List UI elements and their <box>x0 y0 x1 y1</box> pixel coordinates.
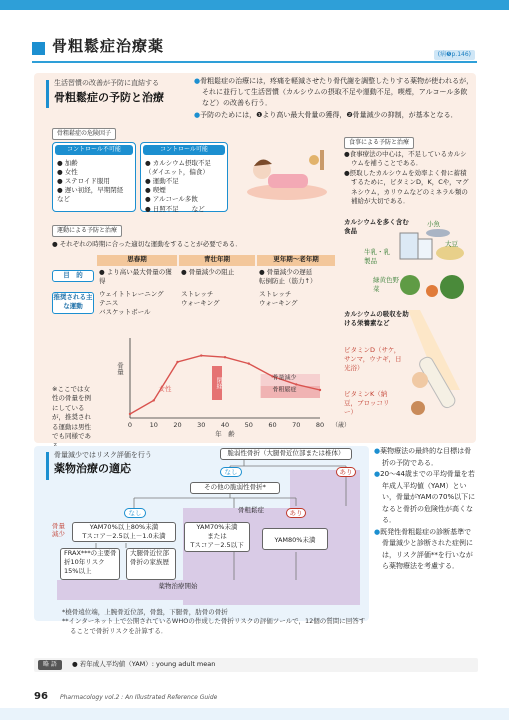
glossary-tag: 略 語 <box>38 660 62 670</box>
yam80-node: YAM80%未満 <box>262 528 328 550</box>
frax-node: FRAX***の主要骨折10年リスク15%以上 <box>60 548 120 580</box>
other-fracture-node: その他の脆弱性骨折* <box>190 482 280 494</box>
bullet-item: ●既発性骨粗鬆症の診断基準で骨量減少と診断された症例には，リスク評価**を行いながら薬物療法を考慮する． <box>374 527 473 571</box>
glossary-text: ● 若年成人平均値（YAM）: young adult mean <box>72 660 216 668</box>
absorb-title: カルシウムの吸収を助ける栄養素など <box>344 310 409 327</box>
sports-senior: ストレッチ ウォーキング <box>259 290 298 308</box>
bullet-item: ●薬物療法の最終的な目標は骨折の予防である． <box>374 447 472 467</box>
x-tick-label: 30 <box>197 421 206 429</box>
top-color-bar <box>0 0 509 10</box>
data-point <box>129 413 131 415</box>
x-tick-label: 10 <box>149 421 158 429</box>
yam70-80-node: YAM70%以上80%未満 Tスコア－2.5以上－1.0未満 <box>72 522 176 542</box>
risk-item: ● 日照不足 など <box>145 204 205 213</box>
section1-bullets <box>194 76 474 121</box>
exercise-label: 運動による予防と治療 <box>52 225 122 237</box>
data-point <box>153 399 155 401</box>
exercise-bullet: ● それぞれの時期に合った適切な運動をすることが必要である． <box>52 240 242 248</box>
bullet-item: ●20～44歳までの平均骨量を若年成人平均値（YAM）といい，骨量がYAMの70%以下になると骨折の危険性が高くなる． <box>374 470 476 525</box>
calcium-title: カルシウムを多く含む食品 <box>344 218 409 235</box>
x-axis-label: 年 齢 <box>215 430 235 438</box>
yes-branch: あり <box>336 467 356 477</box>
section1-heading: 骨粗鬆症の予防と治療 <box>54 91 164 104</box>
page-title: 骨粗鬆症治療薬 <box>52 37 165 55</box>
controllable-box <box>140 142 228 212</box>
bullet-item: ●摂取したカルシウムを効率よく骨に蓄積するために，ビタミンD，K，Cや，マグネシウム，カリウムなどのミネラル類の補給が大切である． <box>344 168 469 206</box>
reference-badge[interactable]: (病❺p.146) <box>434 50 475 60</box>
treatment-start: 薬物治療開始 <box>158 582 198 590</box>
family-history-node: 大腿骨近位部骨折の家族歴 <box>126 548 176 580</box>
x-tick-label: 20 <box>173 421 182 429</box>
series-label: 女性 <box>158 384 172 393</box>
diet-bullets <box>344 150 472 207</box>
col-puberty: 思春期 <box>97 255 177 266</box>
diet-label: 食事による予防と治療 <box>344 137 414 149</box>
data-point <box>295 383 297 385</box>
purpose-adult: ● 骨量減少の阻止 <box>181 268 235 276</box>
yes-branch-2: あり <box>286 508 306 518</box>
data-point <box>248 362 250 364</box>
exercise-note: ※ここでは女性の骨量を例にしているが，推奨される運動は男性でも同様であ <box>52 385 91 441</box>
yam70-node: YAM70%未満 または Tスコア－2.5以下 <box>184 522 250 552</box>
annotation-osteoporosis: 骨粗鬆症 <box>272 386 297 394</box>
y-axis-label: 骨量 <box>116 362 124 375</box>
x-unit: （歳） <box>332 422 350 429</box>
data-point <box>224 356 226 358</box>
section2-bullets <box>374 446 478 573</box>
section1-subtitle: 生活習慣の改善が予防に直結する <box>54 79 159 87</box>
title-marker <box>32 42 45 55</box>
bottom-bar <box>0 708 509 720</box>
risk-item: ● 女性 <box>57 168 78 177</box>
flow-notes <box>62 608 367 636</box>
col-adult: 青壮年期 <box>179 255 255 266</box>
row-sports-label: 推奨される主な運動 <box>52 292 94 314</box>
row-purpose-label: 目 的 <box>52 270 94 282</box>
footer-text: Pharmacology vol.2 : An Illustrated Reference Guide <box>60 694 218 701</box>
bone-illustration <box>400 300 476 425</box>
uncontrollable-list <box>53 157 135 206</box>
data-point <box>200 354 202 356</box>
controllable-title: コントロール可能 <box>143 145 225 155</box>
osteoporosis-label: 骨粗鬆症 <box>238 506 264 514</box>
col-senior: 更年期～老年期 <box>257 255 335 266</box>
sports-adult: ストレッチ ウォーキング <box>181 290 220 308</box>
vitamin-k: ビタミンK（納豆，ブロッコリー） <box>344 390 390 416</box>
note-item: **インターネット上で公開されているWHOの作成した骨折リスクの評価ツールで，12個の質問に回答することで骨折リスクを計算する． <box>62 617 366 635</box>
data-point <box>176 361 178 363</box>
x-tick-label: 50 <box>244 421 253 429</box>
uncontrollable-title: コントロール不可能 <box>55 145 133 155</box>
menopause-marker: 閉経 <box>212 366 222 400</box>
data-point <box>319 389 321 391</box>
note-item: *橈骨遠位端，上腕骨近位部，骨盤，下腿骨，肋骨の骨折 <box>62 608 228 616</box>
vitamin-d: ビタミンD（サケ，サンマ，ウナギ，日光浴） <box>344 346 402 372</box>
uncontrollable-box <box>52 142 136 212</box>
controllable-list <box>141 157 227 216</box>
x-tick-label: 70 <box>292 421 301 429</box>
risk-item: ● カルシウム摂取不足（ダイエット，偏食） <box>145 159 212 177</box>
page-number: 96 <box>34 691 48 702</box>
no-branch: なし <box>220 467 242 477</box>
purpose-senior: ● 骨量減少の遅延 転倒防止（筋力↑） <box>259 268 317 286</box>
x-tick-label: 80 <box>315 421 325 429</box>
bone-loss-label: 骨量減少 <box>52 522 65 539</box>
risk-item: ● アルコール多飲 <box>145 195 198 204</box>
food-soy: 大豆 <box>445 240 458 248</box>
food-fish: 小魚 <box>427 220 440 228</box>
food-milk: 牛乳・乳製品 <box>364 248 390 265</box>
no-branch-2: なし <box>124 508 146 518</box>
risk-item: ● 喫煙 <box>145 186 166 195</box>
title-underline <box>32 61 477 63</box>
sports-puberty: ウェイトトレーニング テニス バスケットボール <box>99 290 164 317</box>
section-marker <box>46 80 49 108</box>
x-tick-label: 0 <box>127 421 133 429</box>
woman-illustration <box>232 140 332 210</box>
annotation-bone-loss: 骨量減少 <box>272 374 297 382</box>
bullet-item: ●骨粗鬆症の治療には，疼痛を軽減させたり骨代謝を調整したりする薬物が使われるが，それに並行して生活習慣（カルシウムの摂取不足や運動不足，喫煙，アルコール多飲など）の改善も行う． <box>194 77 474 108</box>
section2-subtitle: 骨量減少ではリスク評価を行う <box>54 451 152 459</box>
risk-item: ● 運動不足 <box>145 177 179 186</box>
food-vegetable: 緑黄色野菜 <box>373 276 399 293</box>
bullet-item: ●予防のためには，❶より高い最大骨量の獲得，❷骨量減少の抑制，が基本となる． <box>194 110 458 119</box>
x-tick-label: 40 <box>220 421 230 429</box>
fragility-fracture-node: 脆弱性骨折（大腿骨近位部または椎体） <box>220 448 352 460</box>
purpose-puberty: ● より高い最大骨量の獲得 <box>99 268 172 286</box>
section2-heading: 薬物治療の適応 <box>54 462 131 475</box>
risk-item: ● ステロイド服用 <box>57 177 110 186</box>
risk-label: 骨粗鬆症の危険因子 <box>52 128 116 140</box>
x-tick-label: 60 <box>268 421 277 429</box>
risk-item: ● 遅い初経，早期閉経 など <box>57 186 137 204</box>
risk-item: ● 加齢 <box>57 159 78 168</box>
bullet-item: ●食事療法の中心は，不足しているカルシウムを補うことである． <box>344 150 467 168</box>
